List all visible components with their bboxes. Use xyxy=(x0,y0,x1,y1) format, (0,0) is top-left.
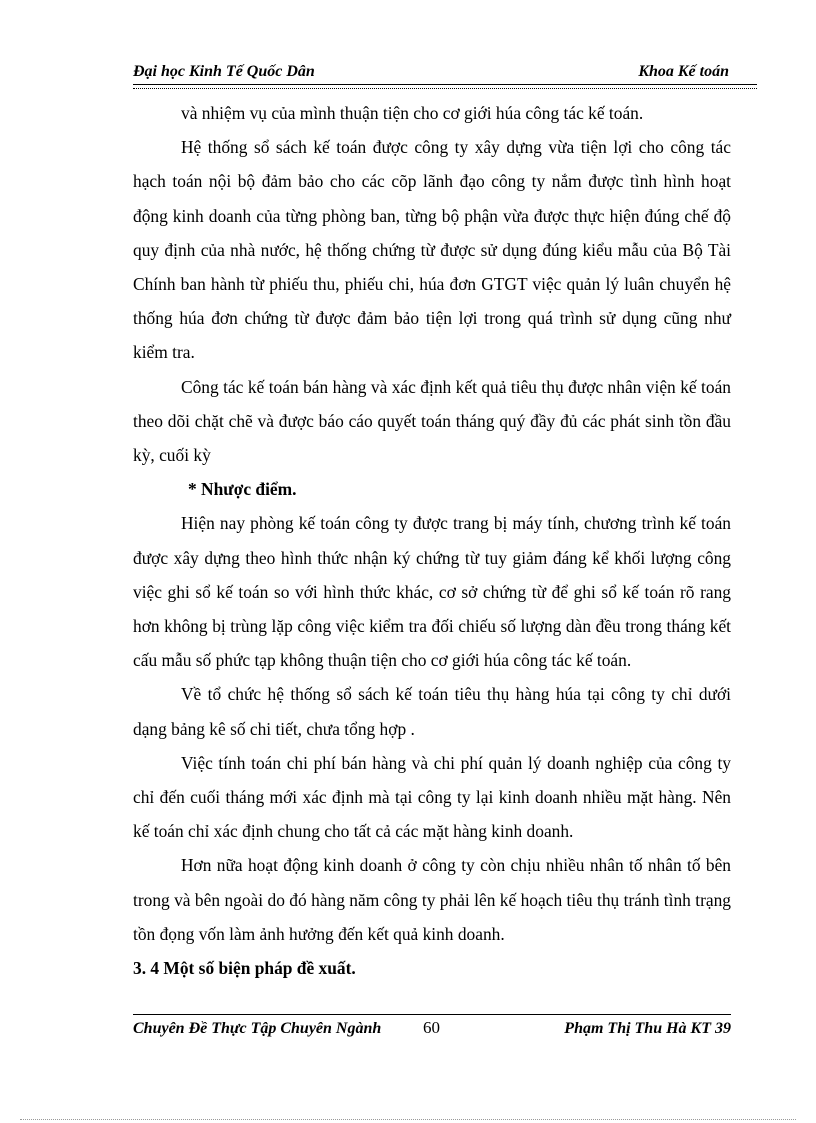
header-university: Đại học Kinh Tế Quốc Dân xyxy=(133,63,315,80)
footer-author: Phạm Thị Thu Hà KT 39 xyxy=(564,1020,731,1037)
paragraph-cost-calculation: Việc tính toán chi phí bán hàng và chi phí quản lý doanh nghiệp của công ty chỉ đến cuối tháng mới xác định mà tại công ty lại kinh doanh nhiều mặt hàng. Nên kế toán chỉ xác định chung cho tất cả các mặt hàng kinh doanh. xyxy=(133,752,731,842)
paragraph-book-organization: Về tổ chức hệ thống sổ sách kế toán tiêu thụ hàng húa tại công ty chỉ dưới dạng bảng kê số chi tiết, chưa tổng hợp . xyxy=(133,684,731,739)
page-number: 60 xyxy=(423,1018,440,1037)
page-bottom-dotted-rule xyxy=(20,1119,796,1120)
header-rule xyxy=(133,84,757,89)
paragraph-sales-accounting: Công tác kế toán bán hàng và xác định kết quả tiêu thụ được nhân viện kế toán theo dõi chặt chẽ và được báo cáo quyết toán tháng quý đầy đủ các phát sinh tồn đầu kỳ, cuối kỳ xyxy=(133,376,731,466)
paragraph-continuation: và nhiệm vụ của mình thuận tiện cho cơ giới húa công tác kế toán. xyxy=(181,103,644,123)
paragraph-accounting-books: Hệ thống sổ sách kế toán được công ty xây dựng vừa tiện lợi cho công tác hạch toán nội bộ đảm bảo cho các cõp lãnh đạo công ty nắm được tình hình hoạt động kinh doanh của từng phòng ban, từng bộ phận vừa được thực hiện đúng chế độ quy định của nhà nước, hệ thống chứng từ được sử dụng đúng kiểu mẫu của Bộ Tài Chính ban hành từ phiếu thu, phiếu chi, húa đơn GTGT việc quản lý luân chuyển hệ thống húa đơn chứng từ được đảm bảo tiện lợi trong quá trình sử dụng cũng như kiểm tra. xyxy=(133,137,731,363)
header-faculty: Khoa Kế toán xyxy=(638,63,729,80)
section-heading: 3. 4 Một số biện pháp đề xuất. xyxy=(133,958,356,979)
page-header xyxy=(133,60,729,90)
page-footer xyxy=(133,1014,731,1044)
paragraph-business-factors: Hơn nữa hoạt động kinh doanh ở công ty còn chịu nhiều nhân tố nhân tố bên trong và bên ngoài do đó hàng năm công ty phải lên kế hoạch tiêu thụ tránh tình trạng tồn đọng vốn làm ảnh hưởng đến kết quả kinh doanh. xyxy=(133,855,731,944)
footer-rule xyxy=(133,1014,731,1015)
subheading-weaknesses: * Nhược điểm. xyxy=(188,479,297,500)
paragraph-computers: Hiện nay phòng kế toán công ty được trang bị máy tính, chương trình kế toán được xây dựng theo hình thức nhận ký chứng từ tuy giảm đáng kể khối lượng công việc ghi sổ kế toán so với hình thức khác, cơ sở chứng từ để ghi sổ kế toán rõ rang hơn không bị trùng lặp công việc kiểm tra đối chiếu số lượng dàn đều trong tháng kết cấu mẫu số phức tạp không thuận tiện cho cơ giới húa công tác kế toán. xyxy=(133,513,731,671)
footer-title: Chuyên Đề Thực Tập Chuyên Ngành xyxy=(133,1020,382,1037)
document-body xyxy=(133,96,731,985)
